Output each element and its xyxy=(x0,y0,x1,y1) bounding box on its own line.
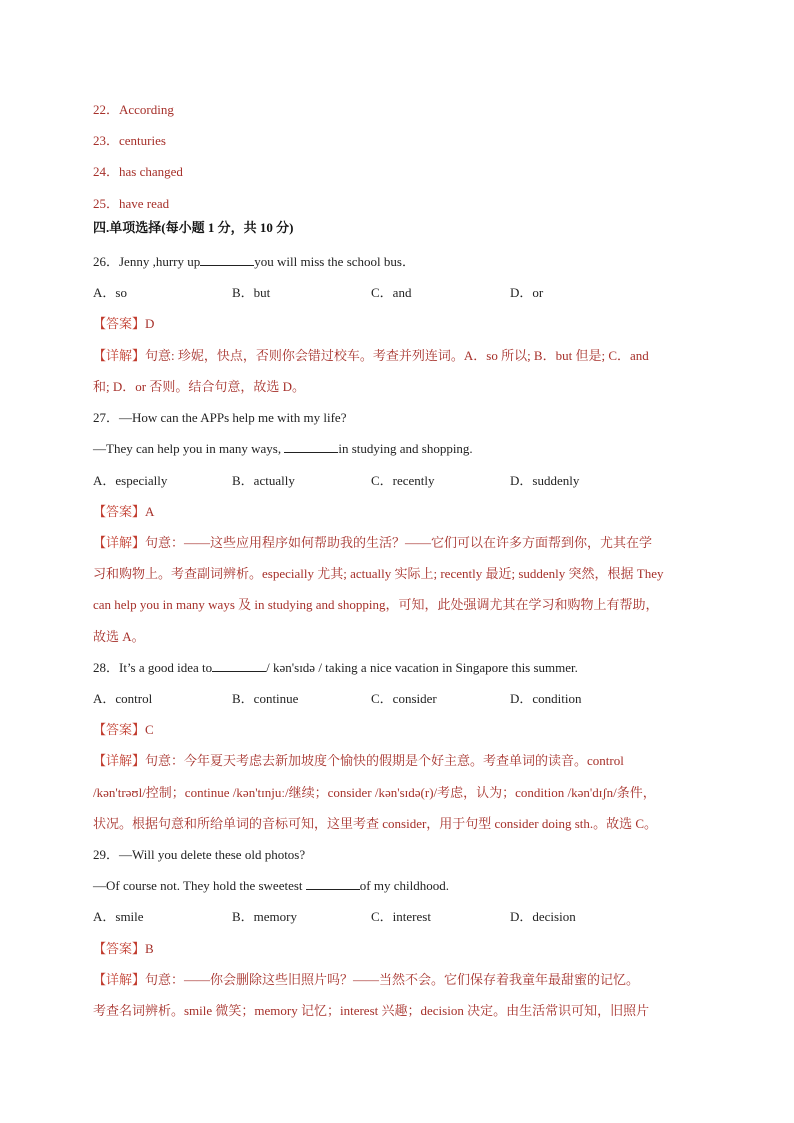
q29-option-d: D．decision xyxy=(510,909,576,924)
q29-line2-end: of my childhood. xyxy=(359,878,449,893)
q26-option-b: B．but xyxy=(232,285,271,300)
q29-blank xyxy=(306,877,360,890)
q26-answer-value: D xyxy=(145,316,155,331)
q28-option-d: D．condition xyxy=(510,691,582,706)
q27-detail-line-1 xyxy=(93,534,652,552)
q28-detail-tag: 【详解】 xyxy=(93,753,146,768)
q26-answer xyxy=(93,315,154,333)
q26-stem-end: you will miss the school bus． xyxy=(254,254,415,269)
q29-option-b: B．memory xyxy=(232,909,297,924)
q27-detail-line-3: can help you in many ways 及 in studying and shopping，可知，此处强调尤其在学习和购物上有帮助， xyxy=(93,597,659,612)
q29-detail-line-2: 考查名词辨析。smile 微笑；memory 记忆；interest 兴趣；decision 决定。由生活常识可知，旧照片 xyxy=(93,1003,650,1018)
q26-stem-start: 26．Jenny ,hurry up xyxy=(93,254,201,269)
question-28-options xyxy=(93,690,582,708)
question-27-line-2 xyxy=(93,440,473,458)
q27-line2-end: in studying and shopping. xyxy=(338,441,473,456)
q28-blank xyxy=(212,659,266,672)
prev-answer-24: 24．has changed xyxy=(93,164,183,179)
question-27-options xyxy=(93,472,579,490)
q29-option-a: A．smile xyxy=(93,909,144,924)
question-26-stem xyxy=(93,253,415,271)
q27-detail-text-1: 句意：——这些应用程序如何帮助我的生活？——它们可以在许多方面帮到你，尤其在学 xyxy=(145,535,653,550)
q27-detail-tag: 【详解】 xyxy=(93,535,146,550)
q27-option-a: A．especially xyxy=(93,473,168,488)
q28-detail-line-1 xyxy=(93,752,624,770)
question-29-line-2 xyxy=(93,877,449,895)
q27-answer-value: A xyxy=(145,504,155,519)
section-title: 四.单项选择(每小题 1 分，共 10 分) xyxy=(93,220,294,235)
q29-option-c: C．interest xyxy=(371,909,431,924)
q27-blank xyxy=(284,440,338,453)
question-26-options xyxy=(93,284,543,302)
q27-answer xyxy=(93,503,154,521)
q27-option-d: D．suddenly xyxy=(510,473,580,488)
q26-detail-tag: 【详解】 xyxy=(93,348,146,363)
q28-answer-tag: 【答案】 xyxy=(93,722,146,737)
q27-option-b: B．actually xyxy=(232,473,295,488)
q27-answer-tag: 【答案】 xyxy=(93,504,146,519)
prev-answer-25: 25．have read xyxy=(93,196,170,211)
q26-detail-text-1: 句意: 珍妮，快点，否则你会错过校车。考查并列连词。A．so 所以; B．but 但是; C．and xyxy=(145,348,649,363)
q29-answer-tag: 【答案】 xyxy=(93,941,146,956)
q26-option-d: D．or xyxy=(510,285,544,300)
q27-line2-start: —They can help you in many ways, xyxy=(93,441,282,456)
q28-answer-value: C xyxy=(145,722,154,737)
q28-stem-end: / kən'sɪdə / taking a nice vacation in Singapore this summer. xyxy=(266,660,578,675)
q26-answer-tag: 【答案】 xyxy=(93,316,146,331)
q29-detail-line-1 xyxy=(93,971,639,989)
question-29-options xyxy=(93,908,576,926)
q26-detail-line-2: 和; D．or 否则。结合句意，故选 D。 xyxy=(93,379,305,394)
q29-answer xyxy=(93,940,154,958)
q27-detail-line-4: 故选 A。 xyxy=(93,629,145,644)
question-29-line-1: 29．—Will you delete these old photos? xyxy=(93,847,306,862)
q26-option-c: C．and xyxy=(371,285,412,300)
q28-detail-line-3: 状况。根据句意和所给单词的音标可知，这里考查 consider，用于句型 consider doing sth.。故选 C。 xyxy=(93,816,658,831)
q27-detail-line-2: 习和购物上。考查副词辨析。especially 尤其; actually 实际上; recently 最近; suddenly 突然，根据 They xyxy=(93,566,664,581)
q29-detail-tag: 【详解】 xyxy=(93,972,146,987)
q26-blank xyxy=(200,253,254,266)
q26-option-a: A．so xyxy=(93,285,127,300)
q28-option-b: B．continue xyxy=(232,691,299,706)
question-28-stem xyxy=(93,659,578,677)
question-27-line-1: 27．—How can the APPs help me with my life? xyxy=(93,410,347,425)
q28-answer xyxy=(93,721,154,739)
q29-answer-value: B xyxy=(145,941,154,956)
q28-stem-start: 28．It’s a good idea to xyxy=(93,660,213,675)
q28-detail-line-2: /kən'trəʊl/控制；continue /kən'tɪnjuː/继续；consider /kən'sɪdə(r)/考虑，认为；condition /kən'dɪʃn/条件， xyxy=(93,785,656,800)
q28-option-c: C．consider xyxy=(371,691,437,706)
q28-option-a: A．control xyxy=(93,691,153,706)
q29-line2-start: —Of course not. They hold the sweetest xyxy=(93,878,303,893)
q29-detail-text-1: 句意：——你会删除这些旧照片吗？——当然不会。它们保存着我童年最甜蜜的记忆。 xyxy=(145,972,640,987)
q28-detail-text-1: 句意：今年夏天考虑去新加坡度个愉快的假期是个好主意。考查单词的读音。control xyxy=(145,753,624,768)
prev-answer-23: 23．centuries xyxy=(93,133,166,148)
prev-answer-22: 22．According xyxy=(93,102,174,117)
q26-detail-line-1 xyxy=(93,347,649,365)
q27-option-c: C．recently xyxy=(371,473,435,488)
